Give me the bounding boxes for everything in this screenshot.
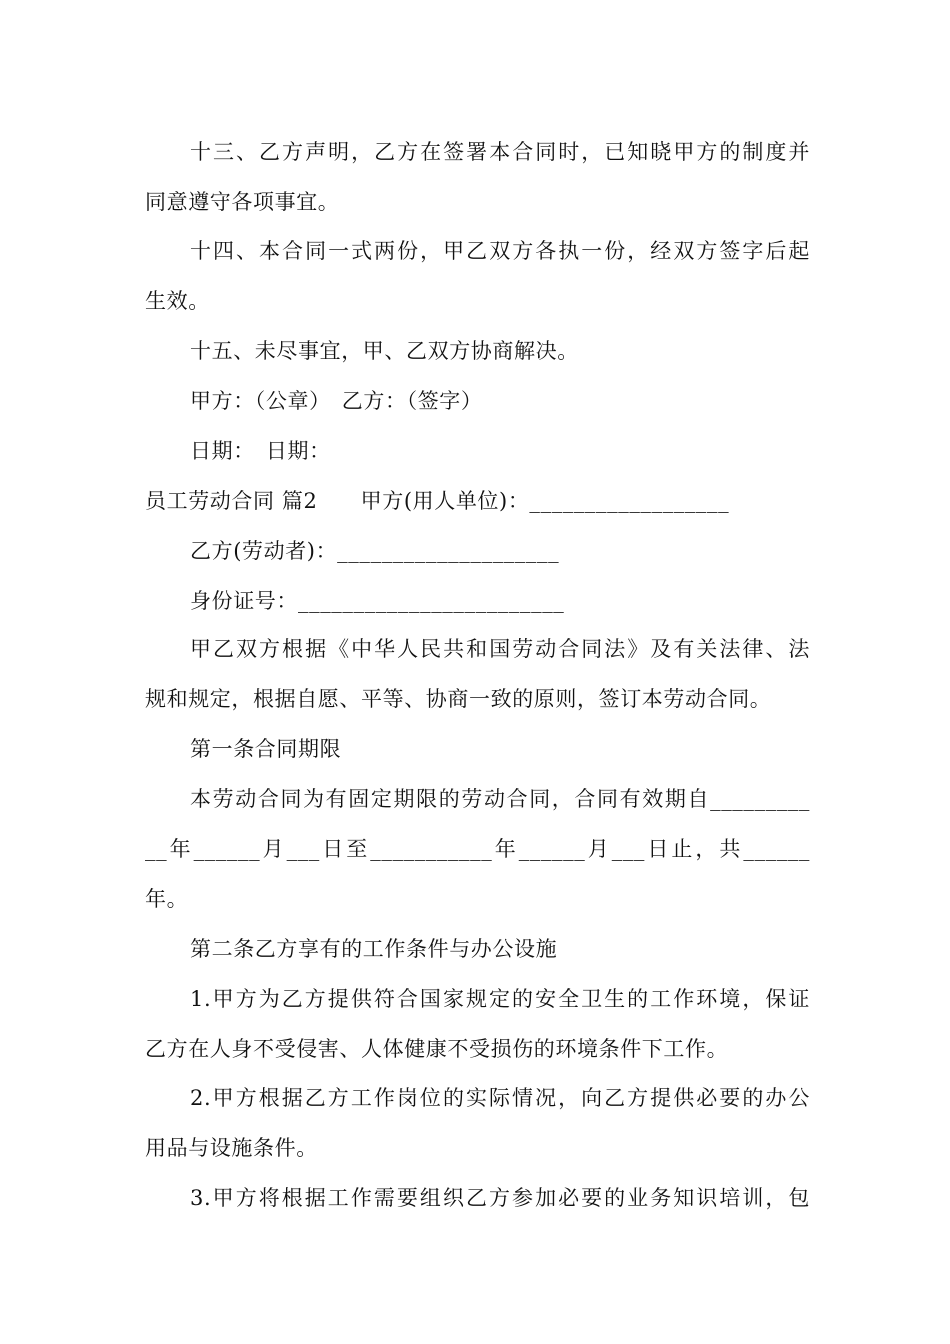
article-2-heading: 第二条乙方享有的工作条件与办公设施 xyxy=(190,937,558,961)
contract-2-header: 员工劳动合同 篇2 甲方(用人单位)：__________________ xyxy=(145,489,730,513)
party-b-line: 乙方(劳动者)：____________________ xyxy=(190,539,560,563)
article-1-line-3: 年。 xyxy=(145,887,189,911)
article-2-item-2-line-2: 用品与设施条件。 xyxy=(145,1136,318,1160)
article-2-item-3-line-1: 3.甲方将根据工作需要组织乙方参加必要的业务知识培训，包 xyxy=(190,1186,810,1210)
clause-15: 十五、未尽事宜，甲、乙双方协商解决。 xyxy=(190,339,579,363)
clause-13-line-2: 同意遵守各项事宜。 xyxy=(145,190,340,214)
article-2-item-1-line-2: 乙方在人身不受侵害、人体健康不受损伤的环境条件下工作。 xyxy=(145,1037,729,1061)
article-1-line-2: __年______月___日至___________年______月___日止，共______ xyxy=(145,837,810,861)
article-1-heading: 第一条合同期限 xyxy=(190,737,342,761)
preamble-line-1: 甲乙双方根据《中华人民共和国劳动合同法》及有关法律、法 xyxy=(190,637,810,661)
preamble-line-2: 规和规定，根据自愿、平等、协商一致的原则，签订本劳动合同。 xyxy=(145,687,772,711)
clause-14-line-2: 生效。 xyxy=(145,289,210,313)
id-number-line: 身份证号：________________________ xyxy=(190,589,565,613)
article-2-item-1-line-1: 1.甲方为乙方提供符合国家规定的安全卫生的工作环境，保证 xyxy=(190,987,810,1011)
article-2-item-2-line-1: 2.甲方根据乙方工作岗位的实际情况，向乙方提供必要的办公 xyxy=(190,1086,810,1110)
clause-13-line-1: 十三、乙方声明，乙方在签署本合同时，已知晓甲方的制度并 xyxy=(190,140,810,164)
date-line: 日期： 日期： xyxy=(190,439,331,463)
signature-line: 甲方：（公章） 乙方：（签字） xyxy=(190,389,483,413)
article-1-line-1: 本劳动合同为有固定期限的劳动合同，合同有效期自_________ xyxy=(190,787,810,811)
clause-14-line-1: 十四、本合同一式两份，甲乙双方各执一份，经双方签字后起 xyxy=(190,239,810,263)
